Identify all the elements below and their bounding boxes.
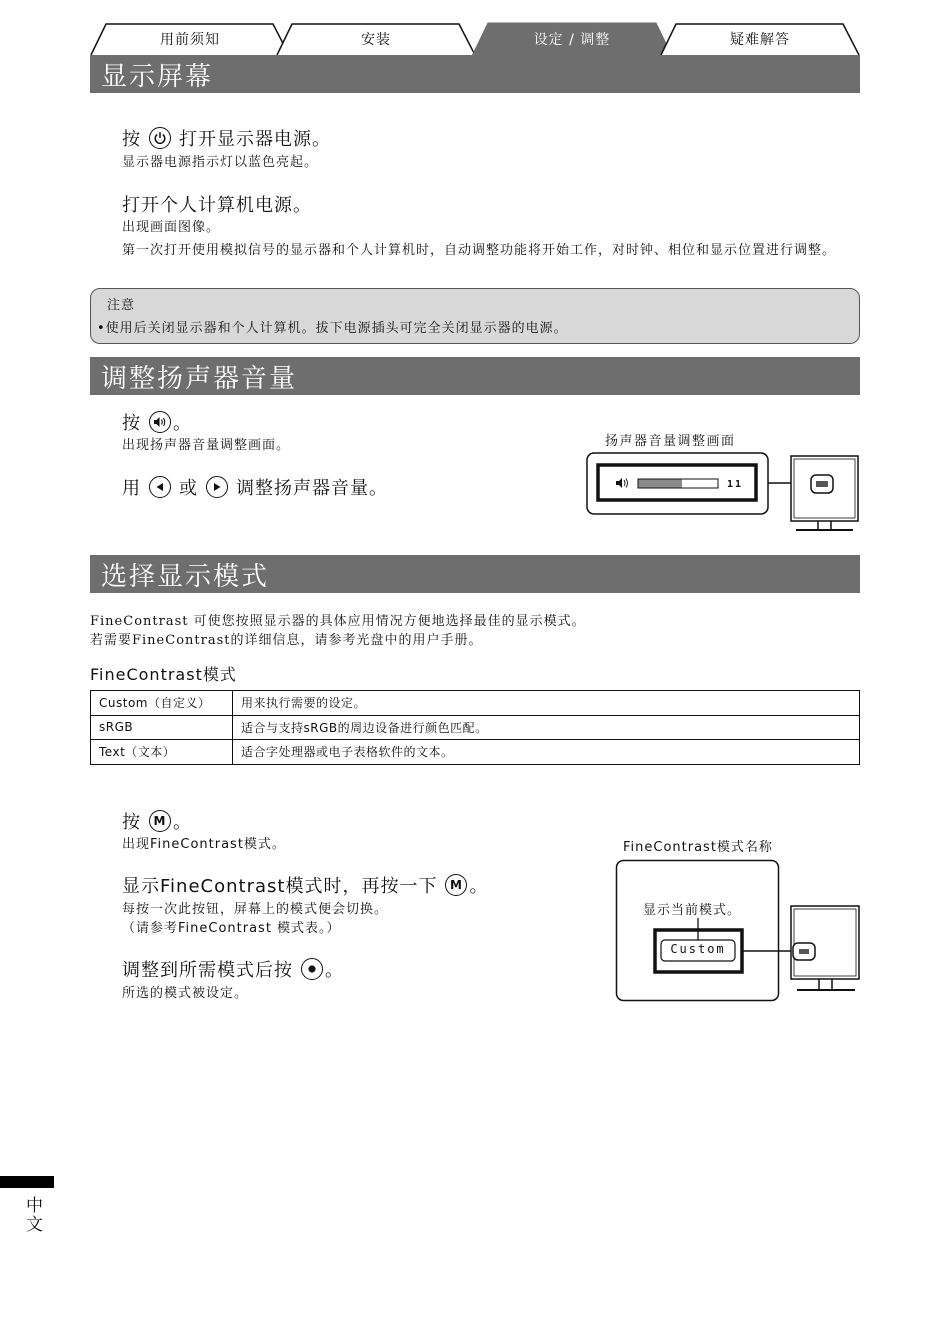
tab-label: 设定 / 调整 [533,32,611,48]
enter-button-icon [301,958,323,980]
figure-caption: FineContrast模式名称 [623,840,773,855]
left-arrow-button-icon [149,476,171,498]
step-text: 或 [179,478,198,499]
step-desc: 出现扬声器音量调整画面。 [122,438,291,453]
step-text: 显示FineContrast模式时，再按一下 [122,876,438,897]
step-desc: 每按一次此按钮，屏幕上的模式便会切换。 [122,902,389,917]
step-switch-mode [122,872,488,898]
note-box [90,288,860,344]
mode-name: Custom（自定义） [91,691,233,716]
mode-table [90,690,860,765]
section-title-display: 显示屏幕 [90,55,860,93]
mode-glyph: M [449,878,463,892]
step-text: 。 [325,960,344,981]
table-row [91,715,860,740]
mode-button-icon [149,810,171,832]
volume-level-fill [639,480,683,488]
figure-caption: 扬声器音量调整画面 [605,434,736,449]
mode-desc: 适合与支持sRGB的周边设备进行颜色匹配。 [233,715,860,740]
step-text: 。 [173,413,192,434]
mode-figure [615,859,861,1004]
step-text: 按 [122,812,141,833]
language-label: 中文 [22,1196,42,1234]
table-title: FineContrast模式 [90,665,237,684]
intro-text: 若需要FineContrast的详细信息，请参考光盘中的用户手册。 [90,633,483,648]
tab-label: 安装 [361,32,391,48]
chapter-tabs [90,22,860,56]
mode-desc: 适合字处理器或电子表格软件的文本。 [233,740,860,765]
mode-name: sRGB [91,715,233,740]
mode-button-icon [445,874,467,896]
step-desc: 所选的模式被设定。 [122,986,249,1001]
step-text: 。 [173,812,192,833]
step-text: 调整扬声器音量。 [236,478,388,499]
step-text: 用 [122,478,141,499]
tab-label: 用前须知 [160,32,220,48]
step-pc-on: 打开个人计算机电源。 [122,195,312,216]
step-confirm-mode [122,956,344,982]
section-title-speaker: 调整扬声器音量 [90,357,860,395]
mode-desc: 用来执行需要的设定。 [233,691,860,716]
table-row [91,691,860,716]
step-desc: 出现FineContrast模式。 [122,837,286,852]
note-item: •使用后关闭显示器和个人计算机。拔下电源插头可完全关闭显示器的电源。 [97,321,568,336]
step-desc: 显示器电源指示灯以蓝色亮起。 [122,155,319,170]
mode-name: Text（文本） [91,740,233,765]
intro-text: FineContrast 可使您按照显示器的具体应用情况方便地选择最佳的显示模式。 [90,614,586,629]
step-text: 调整到所需模式后按 [122,960,293,981]
section-title-mode: 选择显示模式 [90,555,860,593]
step-mode-button [122,808,192,834]
volume-figure [586,452,861,534]
table-row [91,740,860,765]
volume-value: 11 [727,479,744,490]
step-desc: （请参考FineContrast 模式表。） [122,921,341,936]
step-text: 打开显示器电源。 [179,129,331,150]
right-arrow-button-icon [206,476,228,498]
step-speaker-button [122,409,192,435]
mode-glyph: M [153,814,167,828]
step-desc: 第一次打开使用模拟信号的显示器和个人计算机时，自动调整功能将开始工作，对时钟、相位和显示位置进行调整。 [122,243,837,258]
language-marker [0,1176,54,1188]
power-icon [149,127,171,149]
speaker-button-icon [149,411,171,433]
tab-installation[interactable] [276,22,476,56]
note-title: 注意 [107,298,136,313]
step-text: 按 [122,413,141,434]
tab-troubleshooting[interactable] [660,22,860,56]
step-text: 按 [122,129,141,150]
current-mode-label: Custom [670,942,726,956]
figure-label: 显示当前模式。 [643,903,742,918]
tab-setup-adjust[interactable] [472,22,672,56]
tab-before-use[interactable] [90,22,290,56]
tab-label: 疑难解答 [730,32,790,48]
step-desc: 出现画面图像。 [122,220,221,235]
step-adjust-volume [122,474,388,500]
step-power-on [122,125,331,151]
step-text: 。 [469,876,489,897]
